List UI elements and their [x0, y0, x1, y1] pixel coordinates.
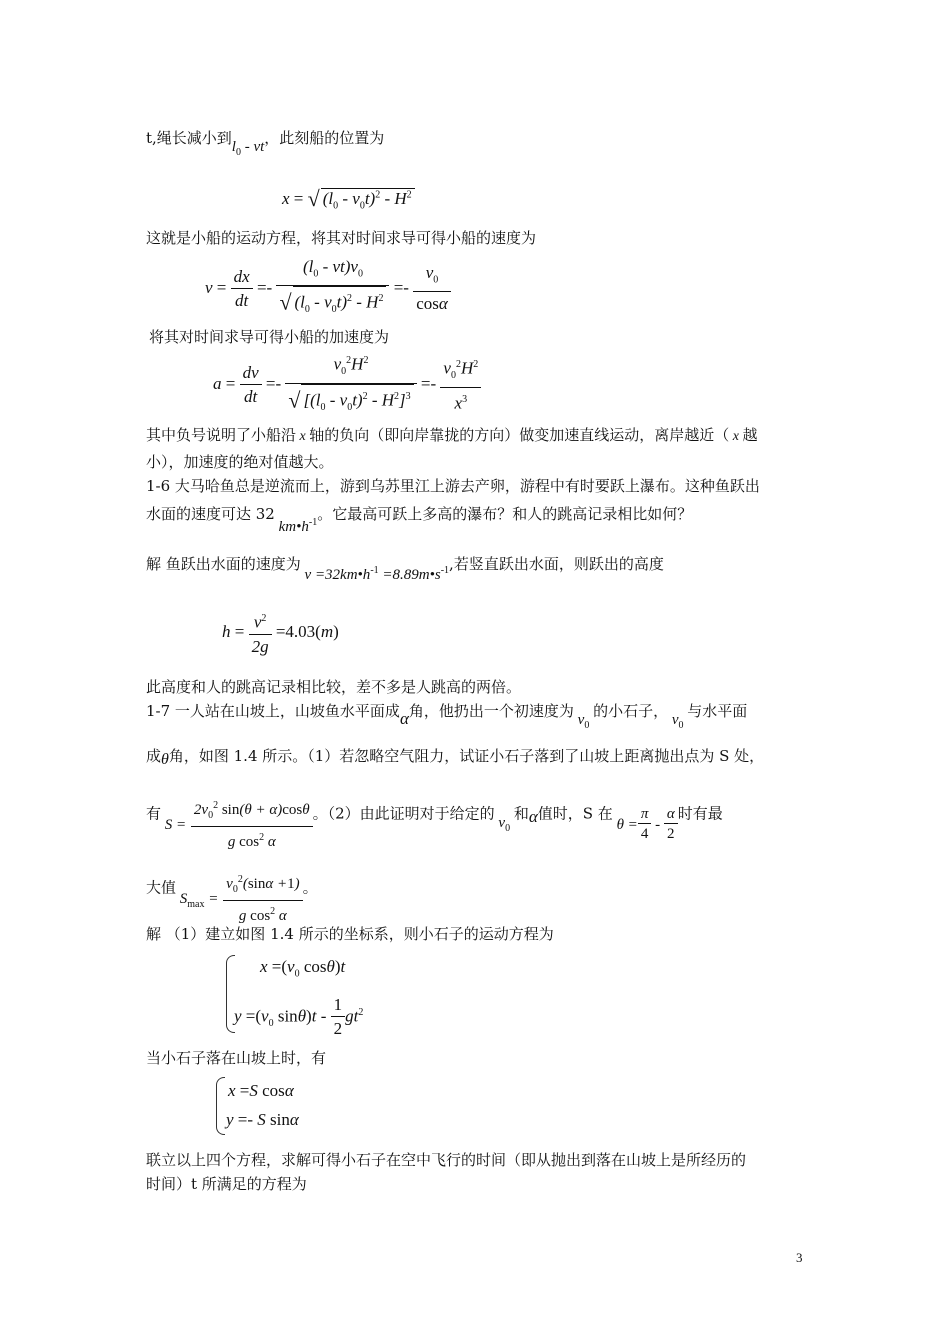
text-span: 。（2）由此证明对于给定的 — [312, 804, 495, 823]
text-span: 成 — [146, 747, 162, 765]
text-line-velocity-intro: 这就是小船的运动方程，将其对时间求导可得小船的速度为 — [146, 229, 537, 247]
text-line-solution-1-6: 解 鱼跃出水面的速度为 $v =32km•h^{-1}$ $=8.89m•s^{-1}$,若竖直跃出水面，则跃出的高度 — [146, 555, 664, 583]
text-span: 角，他扔出一个初速度为 — [408, 702, 574, 720]
text-span: 水面的速度可达 32 — [146, 505, 275, 523]
text-span: 和 — [513, 804, 529, 823]
text-line-comparison: 此高度和人的跳高记录相比较，差不多是人跳高的两倍。 — [146, 678, 522, 696]
text-line-negative-sign: 其中负号说明了小船沿 x 轴的负向（即向岸靠拢的方向）做变加速直线运动，离岸越近（ x 越 — [146, 426, 758, 444]
text-span: 大值 — [146, 878, 177, 897]
text-span: 解 鱼跃出水面的速度为 — [146, 555, 301, 573]
text-span: ,若竖直跃出水面，则跃出的高度 — [449, 555, 664, 573]
text-span: 时有最 — [677, 804, 723, 823]
text-span: ，此刻船的位置为 — [264, 129, 385, 147]
text-line-theta-angle: 成θ角，如图 1.4 所示。（1）若忽略空气阻力，试证小石子落到了山坡上距离抛出点为 S 处， — [146, 747, 765, 768]
equation-y-landing: y =- S sinα — [226, 1110, 299, 1129]
equation-y-motion: $y =(v_0$ sinθ)t - $\frac{1}{2}$ $gt^2$ — [234, 995, 364, 1038]
text-line-time-equation: 时间）t 所满足的方程为 — [146, 1175, 307, 1193]
equation-acceleration: a = $\frac{dv}{dt}$ =- $\frac{v_0^2H^2}{√ [(l_0 - v_0t)^2 - H^2]^3}$ =- $\frac{v_0^2H^2}{x^3}$ — [213, 350, 481, 420]
text-line-landing: 当小石子落在山坡上时，有 — [146, 1049, 327, 1067]
text-line-maximum: 大值 $S_{max}$ = $\frac{v_0^2(\sin\alpha +1)}{g \cos^2 \alpha}$ 。 — [146, 860, 318, 917]
equation-velocity: v = $\frac{dx}{dt}$ =- $\frac{(l_0 - vt)v_0}{√ (l_0 - v_0t)^2 - H^2}$ =- $\frac{v_0}{\cos\alpha}$ — [205, 256, 451, 322]
text-span: 有 — [146, 804, 162, 823]
page-number: 3 — [796, 1250, 803, 1265]
text-line-solution-1-7: 解 （1）建立如图 1.4 所示的坐标系，则小石子的运动方程为 — [146, 925, 554, 943]
text-span: 1-7 一人站在山坡上，山坡鱼水平面成 — [146, 702, 400, 720]
equation-position-x: x = √ $(l_0 - v_0t)^2 - H^2$ — [282, 186, 415, 212]
text-span: 与水平面 — [687, 702, 748, 720]
text-span: 。 — [302, 878, 318, 897]
brace-system-landing — [216, 1077, 225, 1135]
text-span: 角，如图 1.4 所示。（1）若忽略空气阻力，试证小石子落到了山坡上距离抛出点为 S 处， — [168, 747, 765, 765]
text-line-distance-formula: 有 S = $\frac{2v_0^2 \sin(\theta + \alpha)\cos\theta}{g \cos^2 \alpha}$ 。（2）由此证明对于给定的 $v_0$ 和α值时，S 在 θ = $\frac{\pi}{4}$ - $\frac{\alpha}{2}$ 时有最 — [146, 786, 723, 843]
text-span: t,绳长减小到 — [146, 129, 232, 147]
text-line-combine: 联立以上四个方程，求解可得小石子在空中飞行的时间（即从抛出到落在山坡上是所经历的 — [146, 1151, 747, 1169]
equation-x-landing: x =S cosα — [228, 1081, 294, 1100]
text-span: 轴的负向（即向岸靠拢的方向）做变加速直线运动，离岸越近（ — [309, 426, 730, 444]
equation-x-motion: $x =(v_0$ cosθ)t — [260, 957, 346, 980]
text-span: 。它最高可跃上多高的瀑布？和人的跳高记录相比如何？ — [317, 505, 693, 523]
text-line-fish-speed: 水面的速度可达 32 $km•h^{-1}$。它最高可跃上多高的瀑布？和人的跳高记录相比如何？ — [146, 505, 693, 535]
equation-height: h = $\frac{v^2}{2g}$ =4.03(m) — [222, 608, 339, 659]
text-span: 值时，S 在 — [537, 804, 613, 823]
text-line-problem-1-6: 1-6 大马哈鱼总是逆流而上，游到乌苏里江上游去产卵，游程中有时要跃上瀑布。这种鱼跃出 — [146, 477, 760, 495]
text-span: 其中负号说明了小船沿 — [146, 426, 297, 444]
text-line-acceleration-magnitude: 小），加速度的绝对值越大。 — [146, 453, 334, 471]
text-line-acceleration-intro: 将其对时间求导可得小船的加速度为 — [149, 328, 390, 346]
text-span: 的小石子， — [593, 702, 669, 720]
formula-l0-vt: $l_0$ - vt — [231, 139, 265, 158]
text-line-rope-length — [146, 128, 385, 158]
text-span: 越 — [742, 426, 758, 444]
text-line-problem-1-7: 1-7 一人站在山坡上，山坡鱼水平面成α角，他扔出一个初速度为 $v_0$ 的小石子， $v_0$ 与水平面 — [146, 702, 748, 731]
